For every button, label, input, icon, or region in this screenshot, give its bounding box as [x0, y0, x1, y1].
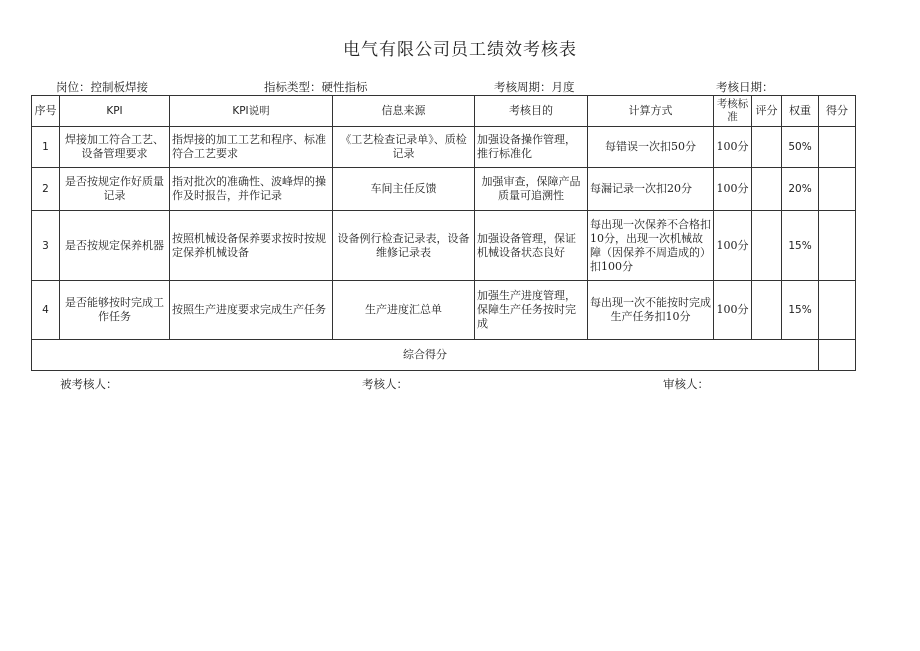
row-method: 每出现一次不能按时完成生产任务扣10分	[588, 281, 714, 340]
page-title: 电气有限公司员工绩效考核表	[343, 40, 577, 60]
row-seq: 1	[32, 127, 60, 168]
row-seq: 3	[32, 211, 60, 281]
row-method: 每错误一次扣50分	[588, 127, 714, 168]
header-score-eval: 评分	[752, 96, 782, 127]
total-row	[32, 340, 856, 371]
meta-position: 岗位：控制板焊接	[56, 80, 148, 94]
total-score	[819, 340, 856, 371]
row-eval	[752, 168, 782, 211]
row-kpi: 焊接加工符合工艺、设备管理要求	[60, 127, 170, 168]
header-score: 得分	[819, 96, 856, 127]
row-method: 每出现一次保养不合格扣10分，出现一次机械故障（因保养不周造成的）扣100分	[588, 211, 714, 281]
row-desc: 按照生产进度要求完成生产任务	[170, 281, 333, 340]
signature-reviewer: 审核人：	[663, 377, 709, 391]
header-row	[32, 96, 856, 127]
header-kpi: KPI	[60, 96, 170, 127]
row-weight: 20%	[782, 168, 819, 211]
header-seq: 序号	[32, 96, 60, 127]
row-standard: 100分	[714, 211, 752, 281]
row-desc: 指焊接的加工工艺和程序、标准符合工艺要求	[170, 127, 333, 168]
row-method: 每漏记录一次扣20分	[588, 168, 714, 211]
table-row	[32, 168, 856, 211]
row-standard: 100分	[714, 281, 752, 340]
table-row	[32, 211, 856, 281]
row-weight: 50%	[782, 127, 819, 168]
header-purpose: 考核目的	[475, 96, 588, 127]
header-kpi-desc: KPI说明	[170, 96, 333, 127]
row-kpi: 是否按规定作好质量记录	[60, 168, 170, 211]
meta-period: 考核周期：月度	[494, 80, 575, 94]
row-seq: 2	[32, 168, 60, 211]
row-eval	[752, 211, 782, 281]
row-standard: 100分	[714, 127, 752, 168]
meta-date: 考核日期：	[716, 80, 774, 94]
row-source: 设备例行检查记录表，设备维修记录表	[333, 211, 475, 281]
row-source: 生产进度汇总单	[333, 281, 475, 340]
header-standard: 考核标准	[714, 96, 752, 127]
row-desc: 按照机械设备保养要求按时按规定保养机械设备	[170, 211, 333, 281]
row-kpi: 是否能够按时完成工作任务	[60, 281, 170, 340]
row-eval	[752, 127, 782, 168]
row-score	[819, 211, 856, 281]
table-row	[32, 281, 856, 340]
appraisal-table	[31, 95, 856, 371]
meta-indicator-type: 指标类型：硬性指标	[264, 80, 368, 94]
row-weight: 15%	[782, 211, 819, 281]
row-purpose: 加强设备操作管理，推行标准化	[475, 127, 588, 168]
table-row	[32, 127, 856, 168]
row-purpose: 加强设备管理，保证机械设备状态良好	[475, 211, 588, 281]
row-kpi: 是否按规定保养机器	[60, 211, 170, 281]
header-method: 计算方式	[588, 96, 714, 127]
row-purpose: 加强审查，保障产品质量可追溯性	[475, 168, 588, 211]
header-weight: 权重	[782, 96, 819, 127]
row-seq: 4	[32, 281, 60, 340]
row-desc: 指对批次的准确性、波峰焊的操作及时报告，并作记录	[170, 168, 333, 211]
row-score	[819, 127, 856, 168]
total-label: 综合得分	[32, 340, 819, 371]
row-score	[819, 281, 856, 340]
row-source: 车间主任反馈	[333, 168, 475, 211]
row-eval	[752, 281, 782, 340]
row-score	[819, 168, 856, 211]
signature-assessor: 考核人：	[362, 377, 408, 391]
row-purpose: 加强生产进度管理，保障生产任务按时完成	[475, 281, 588, 340]
row-source: 《工艺检查记录单》、质检记录	[333, 127, 475, 168]
header-source: 信息来源	[333, 96, 475, 127]
row-weight: 15%	[782, 281, 819, 340]
signature-assessee: 被考核人：	[60, 377, 118, 391]
row-standard: 100分	[714, 168, 752, 211]
